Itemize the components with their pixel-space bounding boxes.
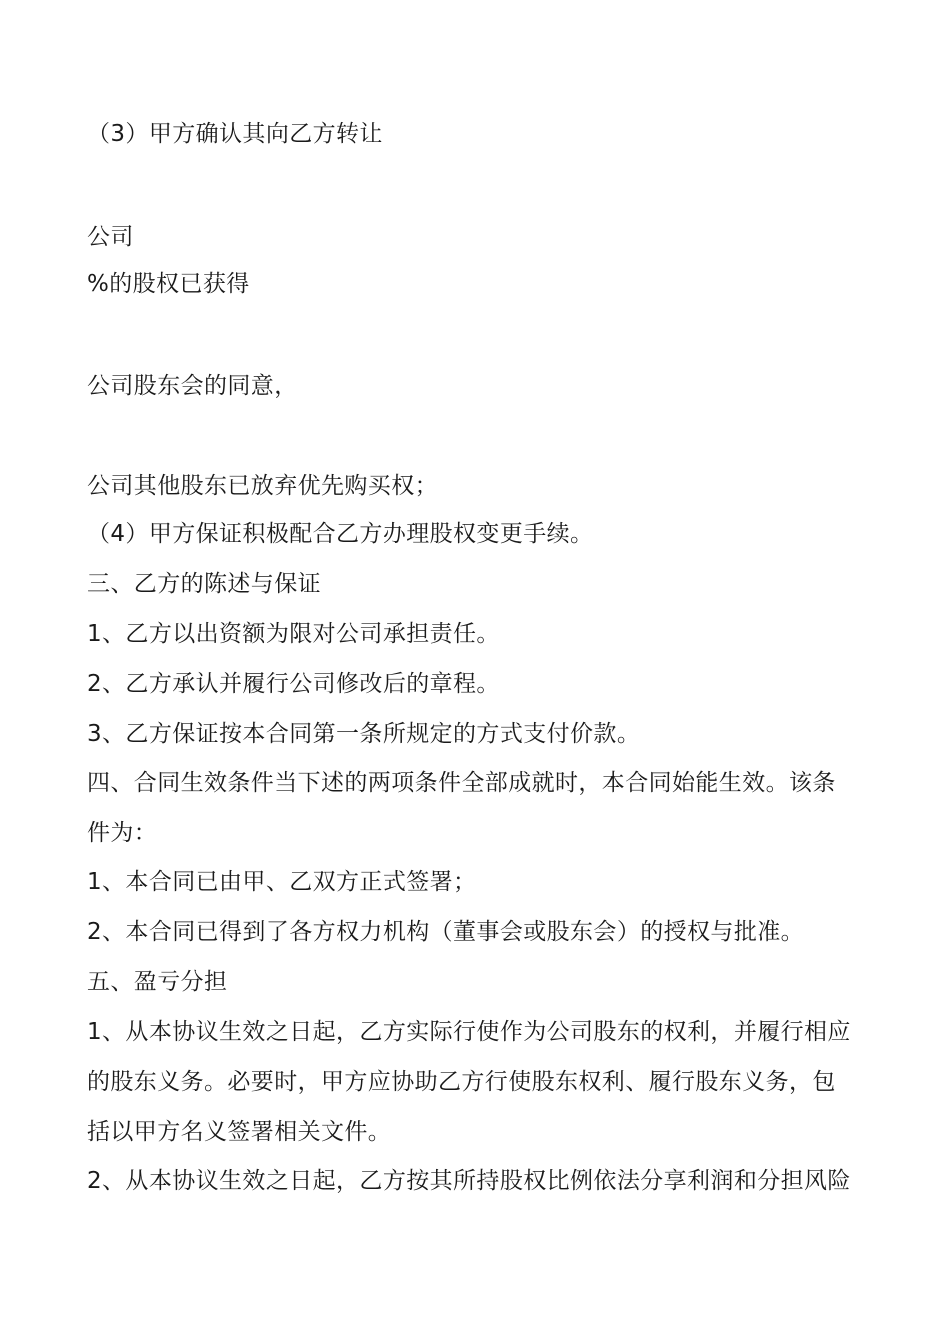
section-4-item-2: 2、本合同已得到了各方权力机构（董事会或股东会）的授权与批准。 — [87, 919, 805, 945]
company-label-line: 公司 — [87, 224, 134, 250]
preemption-waiver-line: 公司其他股东已放弃优先购买权； — [87, 473, 438, 499]
section-3-item-3: 3、乙方保证按本合同第一条所规定的方式支付价款。 — [87, 721, 641, 747]
section-5-item-1-line-1: 1、从本协议生效之日起，乙方实际行使作为公司股东的权利，并履行相应 — [87, 1019, 851, 1045]
clause-3-line: （3）甲方确认其向乙方转让 — [87, 121, 383, 147]
section-3-heading: 三、乙方的陈述与保证 — [87, 571, 321, 597]
section-4-item-1: 1、本合同已由甲、乙双方正式签署； — [87, 869, 477, 895]
section-5-item-2-line-1: 2、从本协议生效之日起，乙方按其所持股权比例依法分享利润和分担风险 — [87, 1168, 851, 1194]
section-3-item-2: 2、乙方承认并履行公司修改后的章程。 — [87, 671, 500, 697]
shareholder-consent-line: 公司股东会的同意， — [87, 373, 298, 399]
section-5-heading: 五、盈亏分担 — [87, 969, 228, 995]
section-4-heading: 四、合同生效条件当下述的两项条件全部成就时，本合同始能生效。该条 — [87, 770, 836, 796]
equity-percent-line: %的股权已获得 — [87, 271, 250, 297]
section-4-heading-cont: 件为： — [87, 820, 158, 846]
section-5-item-1-line-2: 的股东义务。必要时，甲方应协助乙方行使股东权利、履行股东义务，包 — [87, 1069, 836, 1095]
section-3-item-1: 1、乙方以出资额为限对公司承担责任。 — [87, 621, 500, 647]
clause-4-line: （4）甲方保证积极配合乙方办理股权变更手续。 — [87, 521, 594, 547]
section-5-item-1-line-3: 括以甲方名义签署相关文件。 — [87, 1119, 392, 1145]
